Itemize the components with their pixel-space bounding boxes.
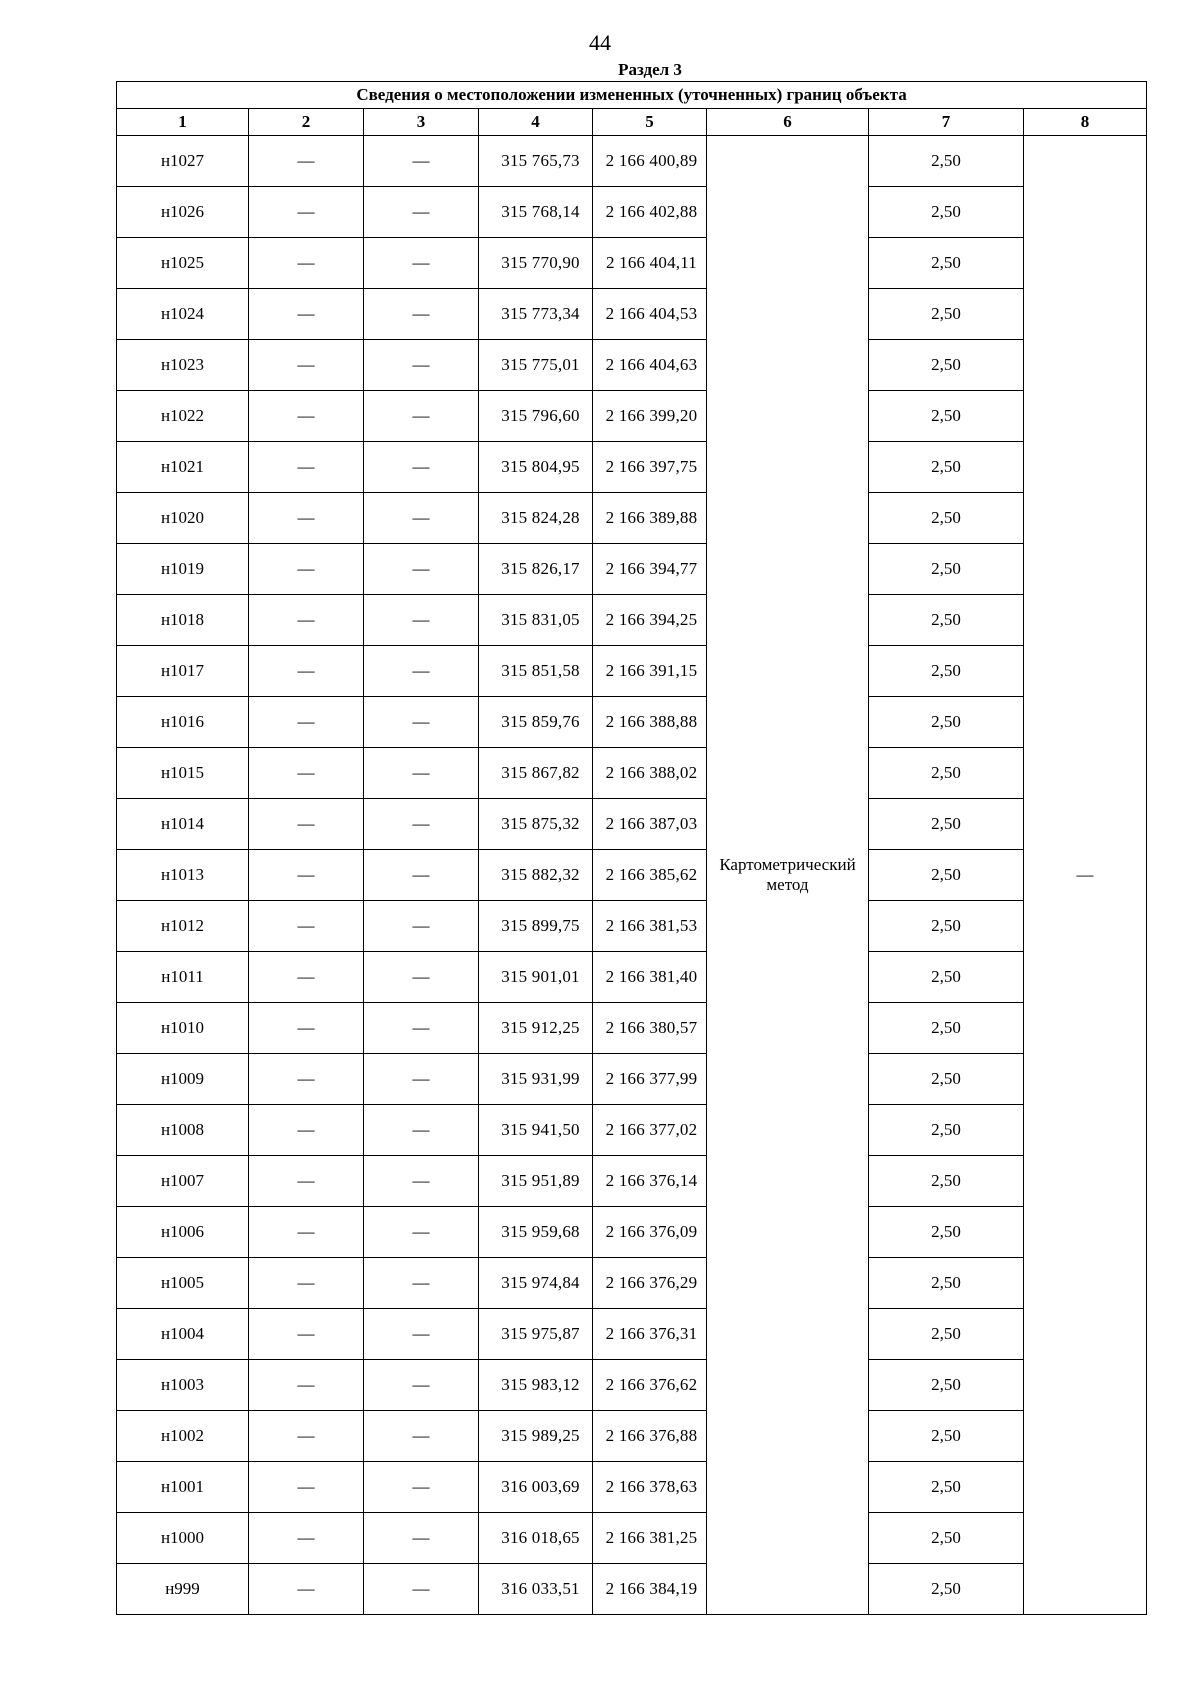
column-3-cell: — bbox=[364, 544, 479, 595]
y-coordinate-cell: 2 166 404,53 bbox=[593, 289, 707, 340]
table-row bbox=[117, 1462, 1147, 1513]
column-header: 4 bbox=[479, 109, 593, 136]
x-coordinate-cell: 315 989,25 bbox=[479, 1411, 593, 1462]
table-row bbox=[117, 442, 1147, 493]
table-row bbox=[117, 901, 1147, 952]
column-3-cell: — bbox=[364, 1156, 479, 1207]
column-2-cell: — bbox=[249, 595, 364, 646]
accuracy-cell: 2,50 bbox=[869, 1156, 1024, 1207]
x-coordinate-cell: 315 824,28 bbox=[479, 493, 593, 544]
accuracy-cell: 2,50 bbox=[869, 136, 1024, 187]
x-coordinate-cell: 315 826,17 bbox=[479, 544, 593, 595]
table-row bbox=[117, 799, 1147, 850]
table-row bbox=[117, 187, 1147, 238]
column-header: 7 bbox=[869, 109, 1024, 136]
accuracy-cell: 2,50 bbox=[869, 493, 1024, 544]
y-coordinate-cell: 2 166 377,99 bbox=[593, 1054, 707, 1105]
accuracy-cell: 2,50 bbox=[869, 442, 1024, 493]
column-3-cell: — bbox=[364, 1360, 479, 1411]
y-coordinate-cell: 2 166 394,25 bbox=[593, 595, 707, 646]
y-coordinate-cell: 2 166 376,31 bbox=[593, 1309, 707, 1360]
point-number-cell: н1019 bbox=[117, 544, 249, 595]
column-3-cell: — bbox=[364, 1513, 479, 1564]
point-number-cell: н1005 bbox=[117, 1258, 249, 1309]
point-number-cell: н1022 bbox=[117, 391, 249, 442]
table-row bbox=[117, 697, 1147, 748]
accuracy-cell: 2,50 bbox=[869, 1003, 1024, 1054]
column-3-cell: — bbox=[364, 391, 479, 442]
x-coordinate-cell: 315 773,34 bbox=[479, 289, 593, 340]
table-row bbox=[117, 748, 1147, 799]
point-number-cell: н1009 bbox=[117, 1054, 249, 1105]
point-number-cell: н1000 bbox=[117, 1513, 249, 1564]
y-coordinate-cell: 2 166 388,02 bbox=[593, 748, 707, 799]
table-row bbox=[117, 391, 1147, 442]
accuracy-cell: 2,50 bbox=[869, 1513, 1024, 1564]
table-row bbox=[117, 493, 1147, 544]
accuracy-cell: 2,50 bbox=[869, 1411, 1024, 1462]
column-3-cell: — bbox=[364, 1054, 479, 1105]
accuracy-cell: 2,50 bbox=[869, 1309, 1024, 1360]
column-2-cell: — bbox=[249, 1207, 364, 1258]
point-number-cell: н1012 bbox=[117, 901, 249, 952]
table-row bbox=[117, 1054, 1147, 1105]
x-coordinate-cell: 315 931,99 bbox=[479, 1054, 593, 1105]
column-2-cell: — bbox=[249, 1462, 364, 1513]
column-2-cell: — bbox=[249, 238, 364, 289]
column-header: 1 bbox=[117, 109, 249, 136]
column-2-cell: — bbox=[249, 493, 364, 544]
column-2-cell: — bbox=[249, 1411, 364, 1462]
accuracy-cell: 2,50 bbox=[869, 697, 1024, 748]
column-3-cell: — bbox=[364, 748, 479, 799]
point-number-cell: н1013 bbox=[117, 850, 249, 901]
x-coordinate-cell: 315 796,60 bbox=[479, 391, 593, 442]
y-coordinate-cell: 2 166 376,14 bbox=[593, 1156, 707, 1207]
column-2-cell: — bbox=[249, 391, 364, 442]
point-number-cell: н1016 bbox=[117, 697, 249, 748]
y-coordinate-cell: 2 166 400,89 bbox=[593, 136, 707, 187]
x-coordinate-cell: 316 018,65 bbox=[479, 1513, 593, 1564]
column-3-cell: — bbox=[364, 442, 479, 493]
y-coordinate-cell: 2 166 385,62 bbox=[593, 850, 707, 901]
column-3-cell: — bbox=[364, 697, 479, 748]
column-header: 3 bbox=[364, 109, 479, 136]
column-3-cell: — bbox=[364, 1411, 479, 1462]
accuracy-cell: 2,50 bbox=[869, 391, 1024, 442]
accuracy-cell: 2,50 bbox=[869, 544, 1024, 595]
column-2-cell: — bbox=[249, 340, 364, 391]
column-header: 8 bbox=[1024, 109, 1147, 136]
column-3-cell: — bbox=[364, 595, 479, 646]
table-row bbox=[117, 340, 1147, 391]
accuracy-cell: 2,50 bbox=[869, 1462, 1024, 1513]
y-coordinate-cell: 2 166 377,02 bbox=[593, 1105, 707, 1156]
y-coordinate-cell: 2 166 389,88 bbox=[593, 493, 707, 544]
boundary-table bbox=[116, 81, 1147, 1615]
point-number-cell: н1026 bbox=[117, 187, 249, 238]
table-row bbox=[117, 1207, 1147, 1258]
column-8-cell: — bbox=[1024, 136, 1147, 1615]
column-3-cell: — bbox=[364, 493, 479, 544]
table-row bbox=[117, 1258, 1147, 1309]
y-coordinate-cell: 2 166 376,09 bbox=[593, 1207, 707, 1258]
method-cell: Картометрический метод bbox=[707, 136, 869, 1615]
column-3-cell: — bbox=[364, 289, 479, 340]
table-row bbox=[117, 544, 1147, 595]
table-row bbox=[117, 1309, 1147, 1360]
table-row bbox=[117, 646, 1147, 697]
column-2-cell: — bbox=[249, 1258, 364, 1309]
x-coordinate-cell: 315 882,32 bbox=[479, 850, 593, 901]
table-row bbox=[117, 1411, 1147, 1462]
column-2-cell: — bbox=[249, 1105, 364, 1156]
column-2-cell: — bbox=[249, 901, 364, 952]
column-3-cell: — bbox=[364, 952, 479, 1003]
y-coordinate-cell: 2 166 376,29 bbox=[593, 1258, 707, 1309]
column-3-cell: — bbox=[364, 238, 479, 289]
accuracy-cell: 2,50 bbox=[869, 1360, 1024, 1411]
point-number-cell: н1027 bbox=[117, 136, 249, 187]
column-3-cell: — bbox=[364, 901, 479, 952]
y-coordinate-cell: 2 166 399,20 bbox=[593, 391, 707, 442]
column-3-cell: — bbox=[364, 187, 479, 238]
point-number-cell: н1008 bbox=[117, 1105, 249, 1156]
accuracy-cell: 2,50 bbox=[869, 1564, 1024, 1615]
column-3-cell: — bbox=[364, 1258, 479, 1309]
y-coordinate-cell: 2 166 381,40 bbox=[593, 952, 707, 1003]
x-coordinate-cell: 315 941,50 bbox=[479, 1105, 593, 1156]
x-coordinate-cell: 315 983,12 bbox=[479, 1360, 593, 1411]
accuracy-cell: 2,50 bbox=[869, 1207, 1024, 1258]
column-2-cell: — bbox=[249, 544, 364, 595]
column-3-cell: — bbox=[364, 646, 479, 697]
point-number-cell: н999 bbox=[117, 1564, 249, 1615]
table-row bbox=[117, 1513, 1147, 1564]
column-2-cell: — bbox=[249, 1156, 364, 1207]
table-row bbox=[117, 1105, 1147, 1156]
x-coordinate-cell: 315 859,76 bbox=[479, 697, 593, 748]
column-2-cell: — bbox=[249, 289, 364, 340]
y-coordinate-cell: 2 166 404,63 bbox=[593, 340, 707, 391]
x-coordinate-cell: 315 912,25 bbox=[479, 1003, 593, 1054]
table-row bbox=[117, 1156, 1147, 1207]
x-coordinate-cell: 315 851,58 bbox=[479, 646, 593, 697]
column-2-cell: — bbox=[249, 850, 364, 901]
accuracy-cell: 2,50 bbox=[869, 952, 1024, 1003]
x-coordinate-cell: 315 901,01 bbox=[479, 952, 593, 1003]
column-3-cell: — bbox=[364, 1207, 479, 1258]
accuracy-cell: 2,50 bbox=[869, 1105, 1024, 1156]
column-header: 6 bbox=[707, 109, 869, 136]
column-3-cell: — bbox=[364, 1564, 479, 1615]
y-coordinate-cell: 2 166 394,77 bbox=[593, 544, 707, 595]
x-coordinate-cell: 316 033,51 bbox=[479, 1564, 593, 1615]
x-coordinate-cell: 315 951,89 bbox=[479, 1156, 593, 1207]
column-3-cell: — bbox=[364, 1309, 479, 1360]
x-coordinate-cell: 316 003,69 bbox=[479, 1462, 593, 1513]
accuracy-cell: 2,50 bbox=[869, 646, 1024, 697]
point-number-cell: н1001 bbox=[117, 1462, 249, 1513]
y-coordinate-cell: 2 166 380,57 bbox=[593, 1003, 707, 1054]
column-3-cell: — bbox=[364, 136, 479, 187]
y-coordinate-cell: 2 166 388,88 bbox=[593, 697, 707, 748]
section-title: Раздел 3 bbox=[618, 60, 682, 79]
x-coordinate-cell: 315 974,84 bbox=[479, 1258, 593, 1309]
column-3-cell: — bbox=[364, 1105, 479, 1156]
x-coordinate-cell: 315 867,82 bbox=[479, 748, 593, 799]
point-number-cell: н1003 bbox=[117, 1360, 249, 1411]
y-coordinate-cell: 2 166 391,15 bbox=[593, 646, 707, 697]
y-coordinate-cell: 2 166 376,62 bbox=[593, 1360, 707, 1411]
column-2-cell: — bbox=[249, 187, 364, 238]
column-2-cell: — bbox=[249, 1054, 364, 1105]
point-number-cell: н1015 bbox=[117, 748, 249, 799]
column-2-cell: — bbox=[249, 1309, 364, 1360]
column-2-cell: — bbox=[249, 1360, 364, 1411]
table-row bbox=[117, 1564, 1147, 1615]
column-3-cell: — bbox=[364, 1462, 479, 1513]
point-number-cell: н1006 bbox=[117, 1207, 249, 1258]
y-coordinate-cell: 2 166 381,53 bbox=[593, 901, 707, 952]
column-2-cell: — bbox=[249, 952, 364, 1003]
accuracy-cell: 2,50 bbox=[869, 1054, 1024, 1105]
point-number-cell: н1004 bbox=[117, 1309, 249, 1360]
accuracy-cell: 2,50 bbox=[869, 340, 1024, 391]
y-coordinate-cell: 2 166 397,75 bbox=[593, 442, 707, 493]
y-coordinate-cell: 2 166 402,88 bbox=[593, 187, 707, 238]
x-coordinate-cell: 315 804,95 bbox=[479, 442, 593, 493]
table-row bbox=[117, 850, 1147, 901]
column-2-cell: — bbox=[249, 1513, 364, 1564]
column-2-cell: — bbox=[249, 1003, 364, 1054]
point-number-cell: н1024 bbox=[117, 289, 249, 340]
table-row bbox=[117, 238, 1147, 289]
table-row bbox=[117, 136, 1147, 187]
y-coordinate-cell: 2 166 381,25 bbox=[593, 1513, 707, 1564]
y-coordinate-cell: 2 166 404,11 bbox=[593, 238, 707, 289]
y-coordinate-cell: 2 166 378,63 bbox=[593, 1462, 707, 1513]
point-number-cell: н1007 bbox=[117, 1156, 249, 1207]
point-number-cell: н1021 bbox=[117, 442, 249, 493]
x-coordinate-cell: 315 765,73 bbox=[479, 136, 593, 187]
point-number-cell: н1010 bbox=[117, 1003, 249, 1054]
y-coordinate-cell: 2 166 387,03 bbox=[593, 799, 707, 850]
point-number-cell: н1023 bbox=[117, 340, 249, 391]
x-coordinate-cell: 315 959,68 bbox=[479, 1207, 593, 1258]
table-row bbox=[117, 952, 1147, 1003]
column-3-cell: — bbox=[364, 850, 479, 901]
accuracy-cell: 2,50 bbox=[869, 238, 1024, 289]
accuracy-cell: 2,50 bbox=[869, 748, 1024, 799]
x-coordinate-cell: 315 831,05 bbox=[479, 595, 593, 646]
table-row bbox=[117, 1360, 1147, 1411]
column-2-cell: — bbox=[249, 646, 364, 697]
point-number-cell: н1014 bbox=[117, 799, 249, 850]
column-2-cell: — bbox=[249, 136, 364, 187]
x-coordinate-cell: 315 975,87 bbox=[479, 1309, 593, 1360]
column-2-cell: — bbox=[249, 799, 364, 850]
column-header-row bbox=[117, 109, 1147, 136]
y-coordinate-cell: 2 166 384,19 bbox=[593, 1564, 707, 1615]
page-number: 44 bbox=[589, 30, 611, 55]
point-number-cell: н1002 bbox=[117, 1411, 249, 1462]
column-3-cell: — bbox=[364, 1003, 479, 1054]
accuracy-cell: 2,50 bbox=[869, 1258, 1024, 1309]
point-number-cell: н1025 bbox=[117, 238, 249, 289]
accuracy-cell: 2,50 bbox=[869, 799, 1024, 850]
column-2-cell: — bbox=[249, 442, 364, 493]
point-number-cell: н1017 bbox=[117, 646, 249, 697]
x-coordinate-cell: 315 875,32 bbox=[479, 799, 593, 850]
column-3-cell: — bbox=[364, 340, 479, 391]
column-2-cell: — bbox=[249, 748, 364, 799]
column-3-cell: — bbox=[364, 799, 479, 850]
column-2-cell: — bbox=[249, 697, 364, 748]
table-row bbox=[117, 289, 1147, 340]
x-coordinate-cell: 315 768,14 bbox=[479, 187, 593, 238]
accuracy-cell: 2,50 bbox=[869, 850, 1024, 901]
accuracy-cell: 2,50 bbox=[869, 595, 1024, 646]
point-number-cell: н1011 bbox=[117, 952, 249, 1003]
column-2-cell: — bbox=[249, 1564, 364, 1615]
accuracy-cell: 2,50 bbox=[869, 187, 1024, 238]
table-caption: Сведения о местоположении измененных (уточненных) границ объекта bbox=[117, 82, 1147, 109]
x-coordinate-cell: 315 770,90 bbox=[479, 238, 593, 289]
column-header: 5 bbox=[593, 109, 707, 136]
point-number-cell: н1018 bbox=[117, 595, 249, 646]
accuracy-cell: 2,50 bbox=[869, 901, 1024, 952]
x-coordinate-cell: 315 899,75 bbox=[479, 901, 593, 952]
x-coordinate-cell: 315 775,01 bbox=[479, 340, 593, 391]
table-row bbox=[117, 1003, 1147, 1054]
y-coordinate-cell: 2 166 376,88 bbox=[593, 1411, 707, 1462]
table-row bbox=[117, 595, 1147, 646]
column-header: 2 bbox=[249, 109, 364, 136]
point-number-cell: н1020 bbox=[117, 493, 249, 544]
accuracy-cell: 2,50 bbox=[869, 289, 1024, 340]
